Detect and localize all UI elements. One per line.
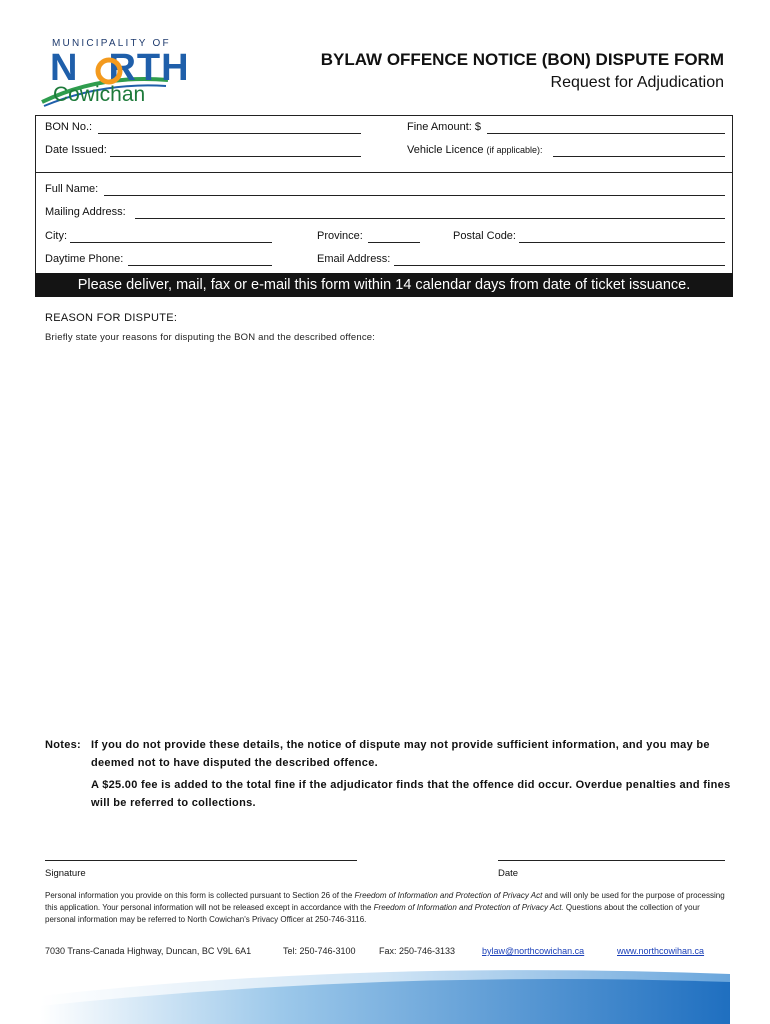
note-1: If you do not provide these details, the notice of dispute may not provide sufficient information, and you may be deemed not to have disputed the described offence. xyxy=(91,739,710,769)
bon-no-field[interactable] xyxy=(98,133,361,134)
contact-website-link[interactable]: www.northcowihan.ca xyxy=(617,946,705,956)
notes-label: Notes: xyxy=(45,739,82,751)
logo-cowichan-text: Cowichan xyxy=(53,83,146,106)
signature-label: Signature xyxy=(45,868,86,879)
email-address-field[interactable] xyxy=(394,265,725,266)
reason-text-area[interactable] xyxy=(45,350,725,720)
form-divider xyxy=(35,172,733,173)
mailing-address-field[interactable] xyxy=(135,218,725,219)
mailing-address-label: Mailing Address: xyxy=(45,206,126,218)
contact-email-link[interactable]: bylaw@northcowichan.ca xyxy=(482,946,585,956)
note-2: A $25.00 fee is added to the total fine if the adjudicator finds that the offence did occur. Overdue penalties and fines will be referred to collections. xyxy=(91,779,731,809)
postal-code-label: Postal Code: xyxy=(453,230,516,242)
footer-wave-icon xyxy=(0,966,770,1024)
email-address-label: Email Address: xyxy=(317,253,391,265)
full-name-label: Full Name: xyxy=(45,183,99,195)
fine-amount-field[interactable] xyxy=(487,133,725,134)
vehicle-licence-field[interactable] xyxy=(553,156,725,157)
province-label: Province: xyxy=(317,230,363,242)
date-issued-field[interactable] xyxy=(110,156,361,157)
notes-section xyxy=(45,736,735,816)
city-field[interactable] xyxy=(70,242,272,243)
contact-fax: Fax: 250-746-3133 xyxy=(379,946,456,956)
postal-code-field[interactable] xyxy=(519,242,725,243)
province-field[interactable] xyxy=(368,242,420,243)
full-name-field[interactable] xyxy=(104,195,725,196)
page-title: BYLAW OFFENCE NOTICE (BON) DISPUTE FORM xyxy=(320,50,724,69)
contact-address: 7030 Trans-Canada Highway, Duncan, BC V9L 6A1 xyxy=(45,946,252,956)
daytime-phone-field[interactable] xyxy=(128,265,272,266)
privacy-notice: Personal information you provide on this form is collected pursuant to Section 26 of the Freedom of Information and Protection of Privacy Act and will only be used for the purpose of processing this application. Your personal information will not be released except in accordance with the Freedom of Information and Protection of Privacy Act. Questions about the collection of your personal information may be referred to North Cowichan's Privacy Officer at 250-746-3116. xyxy=(45,891,725,924)
city-label: City: xyxy=(45,230,67,242)
logo-north-text: N RTH xyxy=(50,47,190,89)
contact-tel: Tel: 250-746-3100 xyxy=(283,946,356,956)
reason-heading: REASON FOR DISPUTE: xyxy=(45,312,178,324)
logo-municipality-text: MUNICIPALITY OF xyxy=(52,38,171,49)
date-label: Date xyxy=(498,868,519,879)
signature-field[interactable] xyxy=(45,860,357,861)
daytime-phone-label: Daytime Phone: xyxy=(45,253,124,265)
instruction-banner: Please deliver, mail, fax or e-mail this form within 14 calendar days from date of ticket issuance. xyxy=(35,273,733,297)
reason-description: Briefly state your reasons for disputing the BON and the described offence: xyxy=(45,332,376,343)
date-issued-label: Date Issued: xyxy=(45,144,107,156)
date-field[interactable] xyxy=(498,860,725,861)
page-subtitle: Request for Adjudication xyxy=(550,74,724,91)
form-box xyxy=(35,115,733,297)
vehicle-licence-label: Vehicle Licence (if applicable): xyxy=(407,144,543,156)
bon-no-label: BON No.: xyxy=(45,121,93,133)
logo-sun-icon xyxy=(93,54,125,86)
fine-amount-label: Fine Amount: $ xyxy=(407,121,481,133)
